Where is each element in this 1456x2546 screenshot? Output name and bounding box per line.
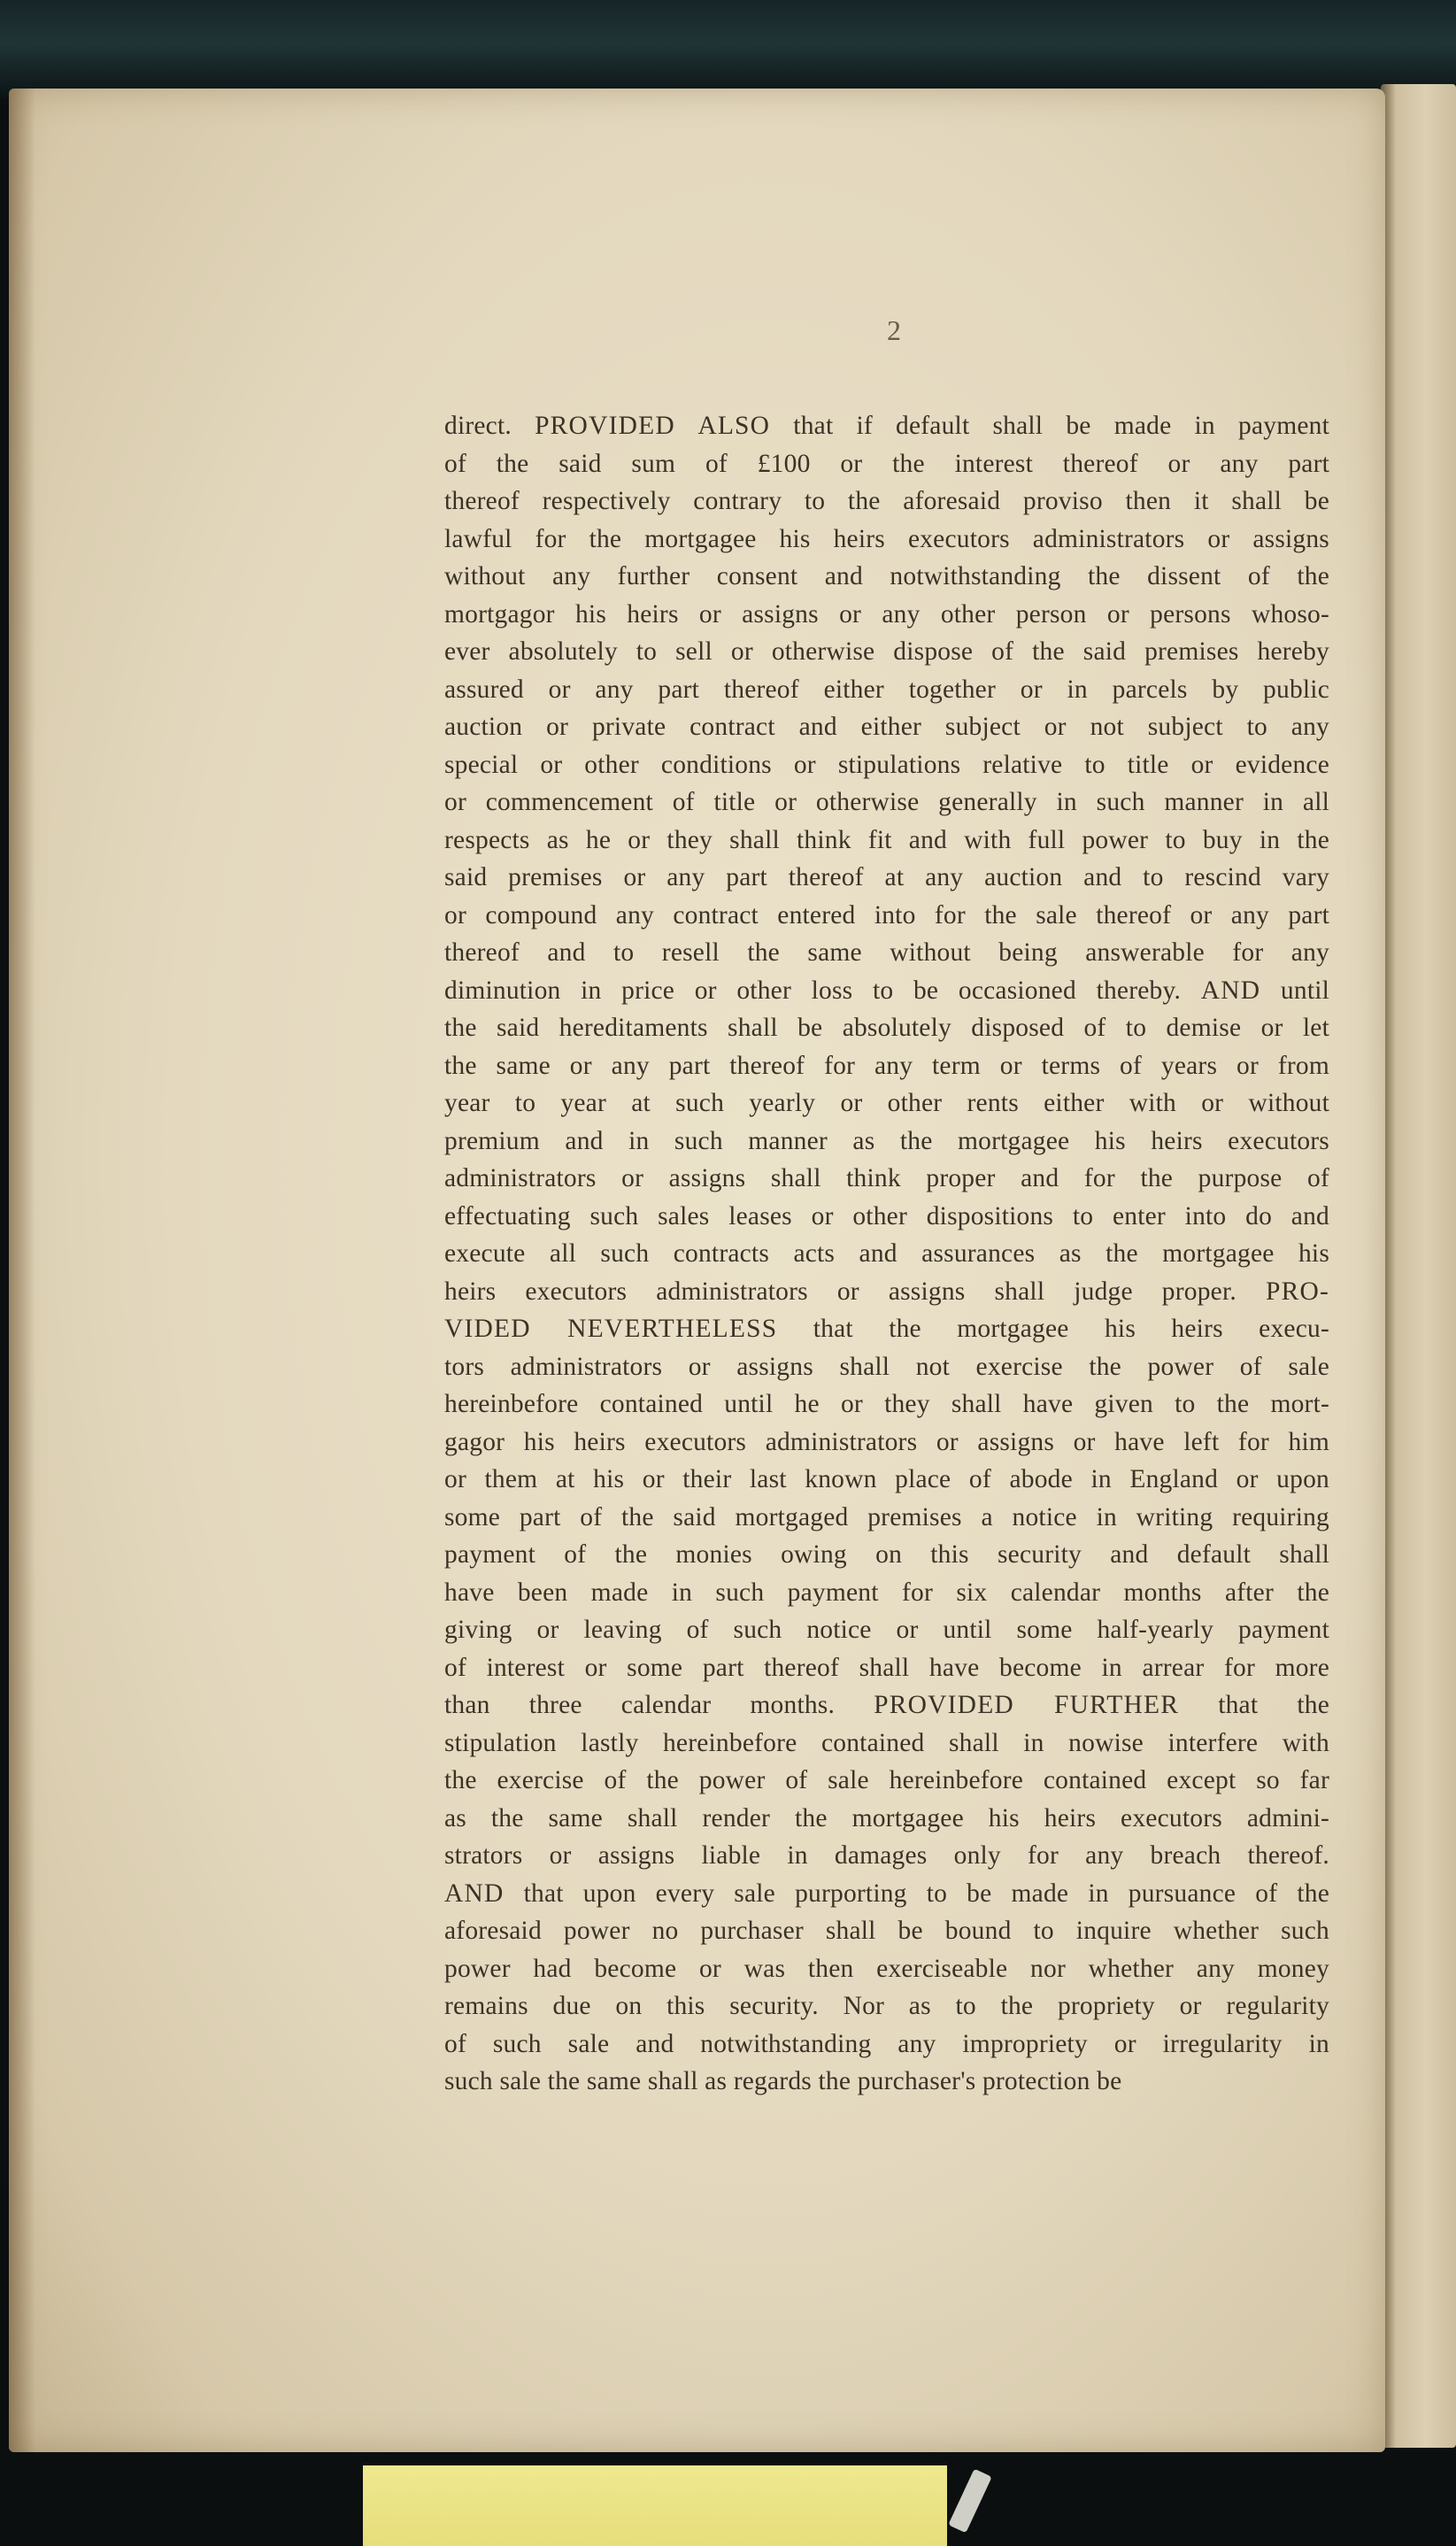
- text-segment: of interest or some part thereof shall have become in arrear for more: [444, 1653, 1329, 1682]
- text-line: [444, 1686, 1329, 1724]
- text-line: [444, 521, 1329, 559]
- text-segment: aforesaid power no purchaser shall be bound to inquire whether such: [444, 1917, 1329, 1945]
- text-line: [444, 1912, 1329, 1950]
- text-line: [444, 746, 1329, 784]
- text-line: [444, 558, 1329, 596]
- text-segment: the said hereditaments shall be absolutely disposed of to demise or let: [444, 1014, 1329, 1042]
- text-line: [444, 482, 1329, 521]
- text-line: [444, 1987, 1329, 2025]
- text-line: [444, 671, 1329, 709]
- text-line: [444, 1649, 1329, 1687]
- text-segment: giving or leaving of such notice or until some half-yearly payment: [444, 1616, 1329, 1644]
- text-segment: mortgagor his heirs or assigns or any other person or persons whoso-: [444, 599, 1329, 629]
- text-line: [444, 1837, 1329, 1875]
- text-segment: execute all such contracts acts and assurances as the mortgagee his: [444, 1239, 1329, 1268]
- text-segment: without any further consent and notwithstanding the dissent of the: [444, 562, 1329, 590]
- text-line: [444, 1084, 1329, 1123]
- text-segment: said premises or any part thereof at any auction and to rescind vary: [444, 863, 1329, 891]
- page-number: 2: [887, 314, 901, 346]
- text-line: [444, 1461, 1329, 1499]
- text-line: [444, 1536, 1329, 1574]
- text-segment: some part of the said mortgaged premises a notice in writing requiring: [444, 1502, 1329, 1531]
- text-line: [444, 1009, 1329, 1047]
- text-segment: hereinbefore contained until he or they shall have given to the mort-: [444, 1390, 1329, 1418]
- text-line: [444, 633, 1329, 671]
- text-line: [444, 1423, 1329, 1462]
- text-segment: of the said sum of £100 or the interest thereof or any part: [444, 449, 1329, 478]
- text-line: [444, 822, 1329, 860]
- text-line: [444, 596, 1329, 634]
- text-line: [444, 1310, 1329, 1348]
- text-segment: or compound any contract entered into for the sale thereof or any part: [444, 900, 1329, 930]
- text-segment: of such sale and notwithstanding any impropriety or irregularity in: [444, 2029, 1329, 2058]
- text-line: [444, 1273, 1329, 1311]
- text-line: [444, 407, 1329, 445]
- text-segment: auction or private contract and either subject or not subject to any: [444, 713, 1329, 741]
- text-line: [444, 1875, 1329, 1913]
- clip-shape: [948, 2469, 992, 2534]
- body-text: [444, 407, 1329, 2101]
- text-segment: respects as he or they shall think fit and with full power to buy in the: [444, 825, 1329, 854]
- text-segment: that the mortgagee his heirs execu-: [777, 1315, 1329, 1343]
- text-line: [444, 1950, 1329, 1988]
- text-segment: assured or any part thereof either together or in parcels by public: [444, 675, 1329, 704]
- adjacent-page-edge: [1381, 84, 1456, 2448]
- text-segment: administrators or assigns shall think proper and for the purpose of: [444, 1164, 1329, 1192]
- text-line: [444, 1348, 1329, 1386]
- text-line: [444, 1574, 1329, 1612]
- text-line: [444, 708, 1329, 746]
- background-cloth: [0, 0, 1456, 97]
- text-segment: have been made in such payment for six calendar months after the: [444, 1578, 1329, 1607]
- text-segment: remains due on this security. Nor as to the propriety or regularity: [444, 1992, 1329, 2020]
- capitalized-keyword: AND: [1200, 976, 1261, 1005]
- text-line: [444, 1499, 1329, 1537]
- capitalized-keyword: VIDED NEVERTHELESS: [444, 1315, 778, 1343]
- text-segment: direct.: [444, 412, 535, 440]
- yellow-tab: [363, 2465, 947, 2546]
- text-segment: ever absolutely to sell or otherwise dispose of the said premises hereby: [444, 637, 1329, 666]
- text-segment: gagor his heirs executors administrators or assigns or have left for him: [444, 1427, 1329, 1456]
- text-line: [444, 445, 1329, 483]
- text-line: [444, 1160, 1329, 1198]
- text-line: [444, 1762, 1329, 1800]
- text-segment: the same or any part thereof for any term or terms of years or from: [444, 1051, 1329, 1080]
- text-segment: or them at his or their last known place of abode in England or upon: [444, 1465, 1329, 1493]
- text-line: [444, 1724, 1329, 1763]
- capitalized-keyword: PROVIDED ALSO: [535, 412, 771, 440]
- text-line: [444, 783, 1329, 822]
- text-line: [444, 934, 1329, 972]
- text-line: [444, 1611, 1329, 1649]
- text-line: [444, 859, 1329, 897]
- text-segment: as the same shall render the mortgagee his heirs executors admini-: [444, 1803, 1329, 1832]
- text-segment: thereof respectively contrary to the aforesaid proviso then it shall be: [444, 487, 1329, 515]
- text-line: [444, 1385, 1329, 1423]
- text-line: [444, 1198, 1329, 1236]
- text-segment: stipulation lastly hereinbefore contained shall in nowise interfere with: [444, 1728, 1329, 1757]
- text-segment: year to year at such yearly or other rents either with or without: [444, 1089, 1329, 1117]
- text-segment: that the: [1179, 1691, 1329, 1719]
- text-segment: strators or assigns liable in damages only for any breach thereof.: [444, 1841, 1329, 1870]
- text-segment: power had become or was then exerciseable nor whether any money: [444, 1954, 1329, 1983]
- text-segment: special or other conditions or stipulations relative to title or evidence: [444, 750, 1329, 779]
- text-segment: or commencement of title or otherwise generally in such manner in all: [444, 788, 1329, 816]
- text-line: [444, 1123, 1329, 1161]
- text-segment: thereof and to resell the same without being answerable for any: [444, 938, 1329, 967]
- text-segment: until: [1260, 976, 1329, 1005]
- text-segment: lawful for the mortgagee his heirs executors administrators or assigns: [444, 524, 1329, 553]
- text-line: [444, 1047, 1329, 1085]
- text-line: [444, 2063, 1329, 2101]
- capitalized-keyword: PROVIDED FURTHER: [874, 1691, 1180, 1719]
- text-line: [444, 2025, 1329, 2064]
- text-segment: such sale the same shall as regards the purchaser's protection be: [444, 2067, 1122, 2095]
- capitalized-keyword: AND: [444, 1879, 505, 1908]
- text-segment: heirs executors administrators or assigns shall judge proper.: [444, 1277, 1266, 1306]
- text-segment: premium and in such manner as the mortgagee his heirs executors: [444, 1126, 1329, 1155]
- capitalized-keyword: PRO-: [1265, 1277, 1329, 1306]
- text-line: [444, 1800, 1329, 1838]
- text-segment: tors administrators or assigns shall not exercise the power of sale: [444, 1352, 1329, 1381]
- text-segment: that upon every sale purporting to be made in pursuance of the: [504, 1879, 1329, 1908]
- text-line: [444, 972, 1329, 1010]
- text-segment: that if default shall be made in payment: [770, 412, 1329, 440]
- text-segment: than three calendar months.: [444, 1691, 874, 1719]
- text-segment: payment of the monies owing on this security and default shall: [444, 1540, 1329, 1569]
- text-segment: effectuating such sales leases or other dispositions to enter into do and: [444, 1201, 1329, 1231]
- text-line: [444, 897, 1329, 935]
- text-segment: the exercise of the power of sale hereinbefore contained except so far: [444, 1766, 1329, 1794]
- text-line: [444, 1235, 1329, 1273]
- text-segment: diminution in price or other loss to be occasioned thereby.: [444, 976, 1201, 1005]
- page-shadow: [9, 89, 35, 2452]
